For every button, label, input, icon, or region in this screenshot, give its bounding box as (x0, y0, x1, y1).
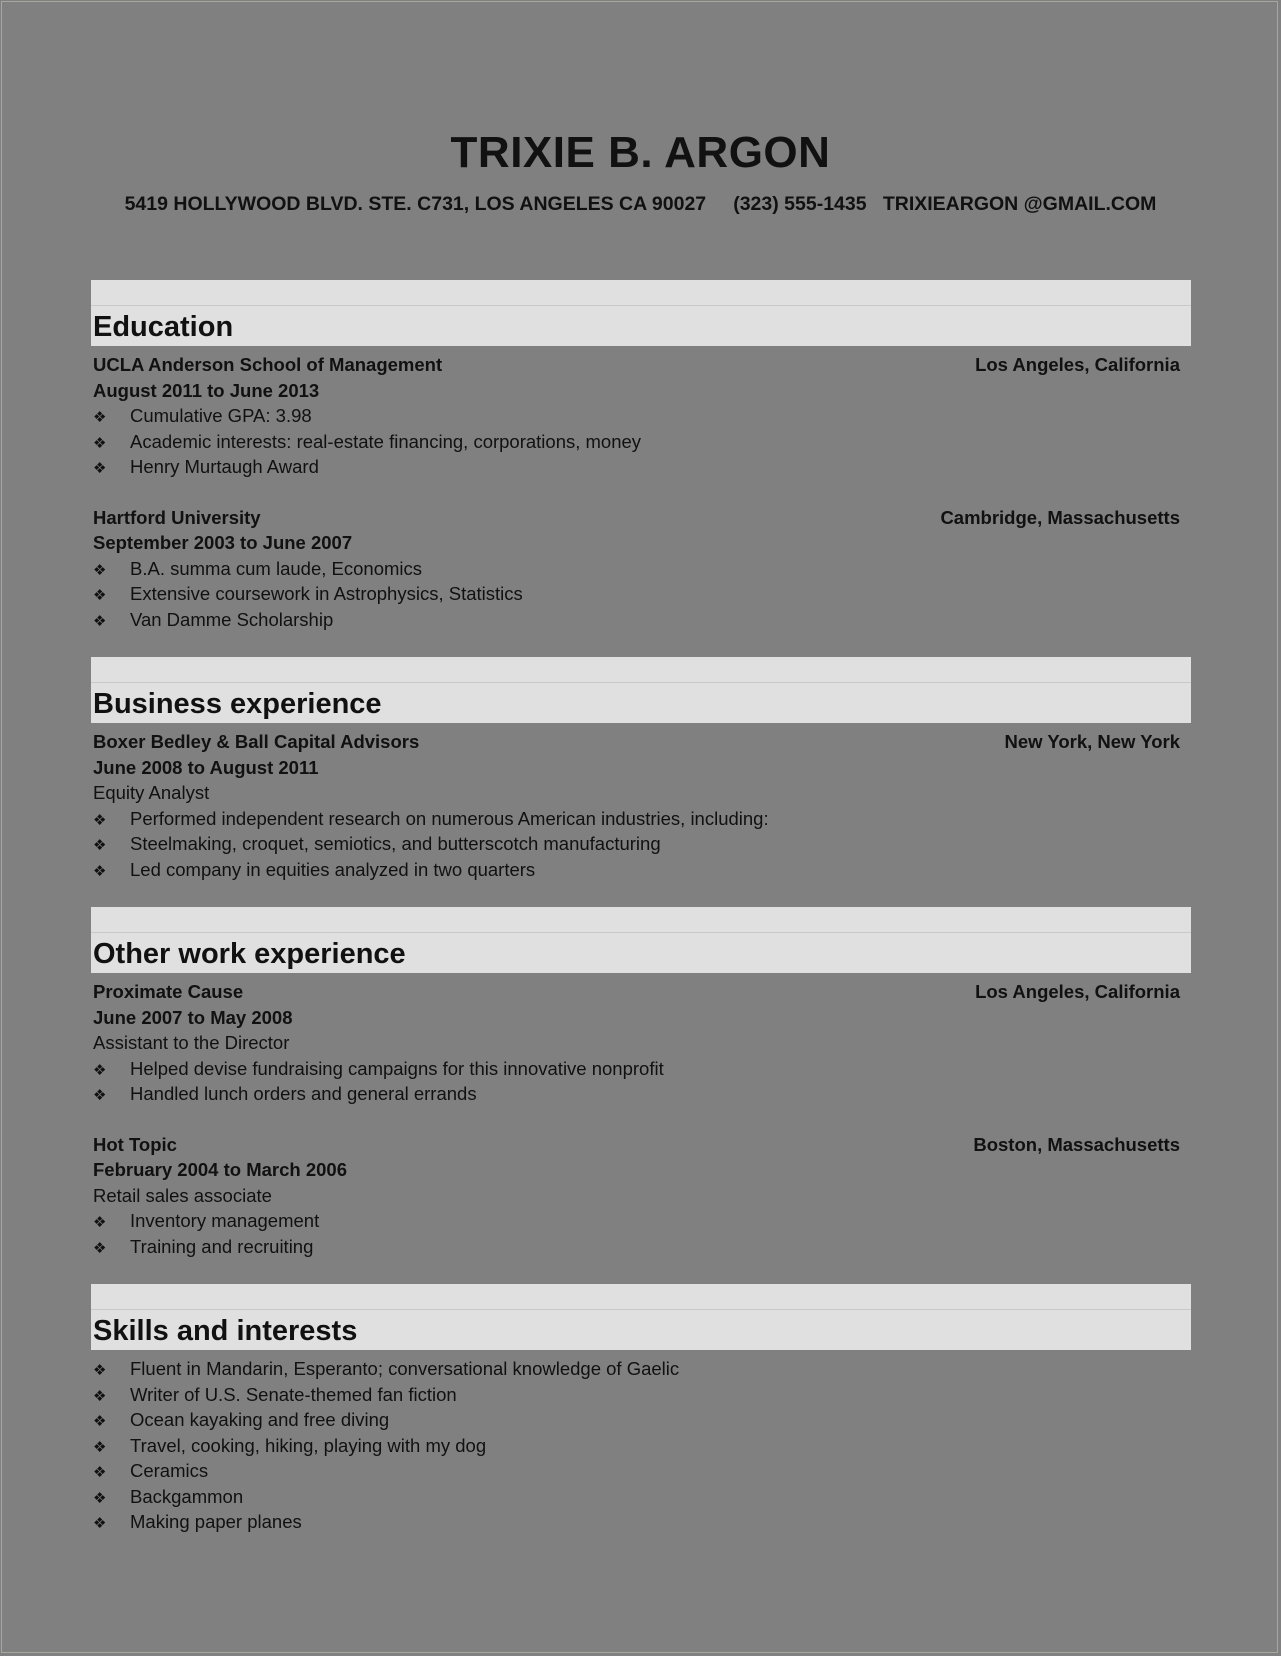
list-item (93, 1484, 1180, 1510)
list-item (93, 1382, 1180, 1408)
entry-org: UCLA Anderson School of Management (93, 354, 443, 375)
entry-dates: June 2008 to August 2011 (93, 756, 319, 778)
diamond-bullet-icon: ❖ (93, 1515, 107, 1532)
section-rule (91, 1309, 1191, 1310)
list-item (93, 607, 1180, 633)
bullet-text: B.A. summa cum laude, Economics (130, 557, 422, 579)
bullet-text: Henry Murtaugh Award (130, 456, 319, 477)
entry-role: Retail sales associate (93, 1184, 272, 1206)
section-title: Other work experience (93, 938, 406, 970)
section-header-bar (91, 280, 1191, 346)
experience-entry (91, 979, 1191, 1107)
bullet-text: Training and recruiting (130, 1235, 314, 1257)
diamond-bullet-icon: ❖ (93, 1464, 107, 1481)
diamond-bullet-icon: ❖ (93, 1413, 107, 1430)
section-rule (91, 932, 1191, 933)
diamond-bullet-icon: ❖ (93, 1061, 107, 1079)
entry-location: Cambridge, Massachusetts (940, 506, 1180, 528)
entry-location: Los Angeles, California (975, 981, 1180, 1002)
entry-dates: June 2007 to May 2008 (93, 1006, 293, 1028)
section-other-work-experience (91, 907, 1191, 1284)
entry-org-line (93, 979, 1180, 1005)
bullet-text: Performed independent research on numerous American industries, including: (130, 807, 769, 829)
section-title: Education (93, 311, 234, 343)
bullet-text: Making paper planes (130, 1511, 302, 1532)
skills-list (91, 1356, 1191, 1535)
entry-org: Hot Topic (93, 1133, 177, 1155)
bullet-text: Led company in equities analyzed in two quarters (130, 858, 536, 880)
entry-org: Boxer Bedley & Ball Capital Advisors (93, 731, 420, 752)
diamond-bullet-icon: ❖ (93, 1489, 107, 1507)
diamond-bullet-icon: ❖ (93, 460, 107, 477)
entry-location: New York, New York (1004, 731, 1180, 752)
section-business-experience (91, 657, 1191, 907)
diamond-bullet-icon: ❖ (93, 587, 107, 604)
entry-org: Proximate Cause (93, 981, 244, 1002)
entry-dates: August 2011 to June 2013 (93, 379, 320, 401)
list-item (93, 1234, 1180, 1260)
section-rule (91, 305, 1191, 306)
list-item (93, 556, 1180, 582)
bullet-text: Inventory management (130, 1210, 320, 1231)
bullet-text: Van Damme Scholarship (130, 608, 334, 630)
diamond-bullet-icon: ❖ (93, 561, 107, 579)
entry-org-line (93, 729, 1180, 755)
section-title: Skills and interests (93, 1315, 358, 1347)
education-entry (91, 352, 1191, 480)
bullet-text: Academic interests: real-estate financing, corporations, money (130, 430, 642, 452)
list-item (93, 1509, 1180, 1535)
bullet-text: Helped devise fundraising campaigns for this innovative nonprofit (130, 1057, 664, 1079)
section-education (91, 280, 1191, 657)
bullet-text: Writer of U.S. Senate-themed fan fiction (130, 1383, 457, 1405)
resume-name: TRIXIE B. ARGON (450, 128, 831, 177)
diamond-bullet-icon: ❖ (93, 811, 107, 829)
entry-org: Hartford University (93, 506, 261, 528)
section-header-bar (91, 657, 1191, 723)
list-item (93, 1056, 1180, 1082)
list-item (93, 1356, 1180, 1382)
list-item (93, 1208, 1180, 1234)
bullet-text: Cumulative GPA: 3.98 (130, 405, 312, 426)
list-item (93, 403, 1180, 429)
section-skills-and-interests (91, 1284, 1191, 1560)
bullet-text: Fluent in Mandarin, Esperanto; conversational knowledge of Gaelic (130, 1358, 680, 1379)
bullet-text: Ceramics (130, 1460, 209, 1481)
experience-entry (91, 1132, 1191, 1260)
entry-role: Assistant to the Director (93, 1032, 290, 1053)
entry-role: Equity Analyst (93, 782, 210, 803)
diamond-bullet-icon: ❖ (93, 612, 107, 630)
diamond-bullet-icon: ❖ (93, 1438, 107, 1456)
list-item (93, 857, 1180, 883)
section-title: Business experience (93, 688, 382, 720)
entry-org-line (93, 1132, 1180, 1158)
entry-dates: February 2004 to March 2006 (93, 1159, 347, 1180)
list-item (93, 1458, 1180, 1484)
diamond-bullet-icon: ❖ (93, 837, 107, 854)
diamond-bullet-icon: ❖ (93, 1362, 107, 1379)
diamond-bullet-icon: ❖ (93, 1214, 107, 1231)
list-item (93, 454, 1180, 480)
list-item (93, 581, 1180, 607)
section-header-bar (91, 1284, 1191, 1350)
list-item (93, 1081, 1180, 1107)
diamond-bullet-icon: ❖ (93, 1087, 107, 1104)
entry-dates: September 2003 to June 2007 (93, 532, 353, 553)
list-item (93, 429, 1180, 455)
list-item (93, 806, 1180, 832)
contact-line: 5419 HOLLYWOOD BLVD. STE. C731, LOS ANGELES CA 90027 (323) 555-1435 TRIXIEARGON @GMAIL.COM (124, 193, 1157, 215)
entry-location: Los Angeles, California (975, 354, 1180, 375)
bullet-text: Handled lunch orders and general errands (130, 1083, 477, 1104)
list-item (93, 1407, 1180, 1433)
entry-org-line (93, 352, 1180, 378)
education-entry (91, 505, 1191, 633)
diamond-bullet-icon: ❖ (93, 862, 107, 880)
bullet-text: Ocean kayaking and free diving (130, 1409, 390, 1430)
section-rule (91, 682, 1191, 683)
entry-location: Boston, Massachusetts (973, 1133, 1180, 1155)
list-item (93, 1433, 1180, 1459)
diamond-bullet-icon: ❖ (93, 434, 107, 452)
bullet-text: Travel, cooking, hiking, playing with my dog (130, 1434, 487, 1456)
experience-entry (91, 729, 1191, 882)
bullet-text: Steelmaking, croquet, semiotics, and butterscotch manufacturing (130, 833, 661, 854)
bullet-text: Backgammon (130, 1485, 244, 1507)
entry-org-line (93, 505, 1180, 531)
diamond-bullet-icon: ❖ (93, 1387, 107, 1405)
list-item (93, 831, 1180, 857)
diamond-bullet-icon: ❖ (93, 409, 107, 426)
diamond-bullet-icon: ❖ (93, 1239, 107, 1257)
section-header-bar (91, 907, 1191, 973)
bullet-text: Extensive coursework in Astrophysics, Statistics (130, 583, 523, 604)
